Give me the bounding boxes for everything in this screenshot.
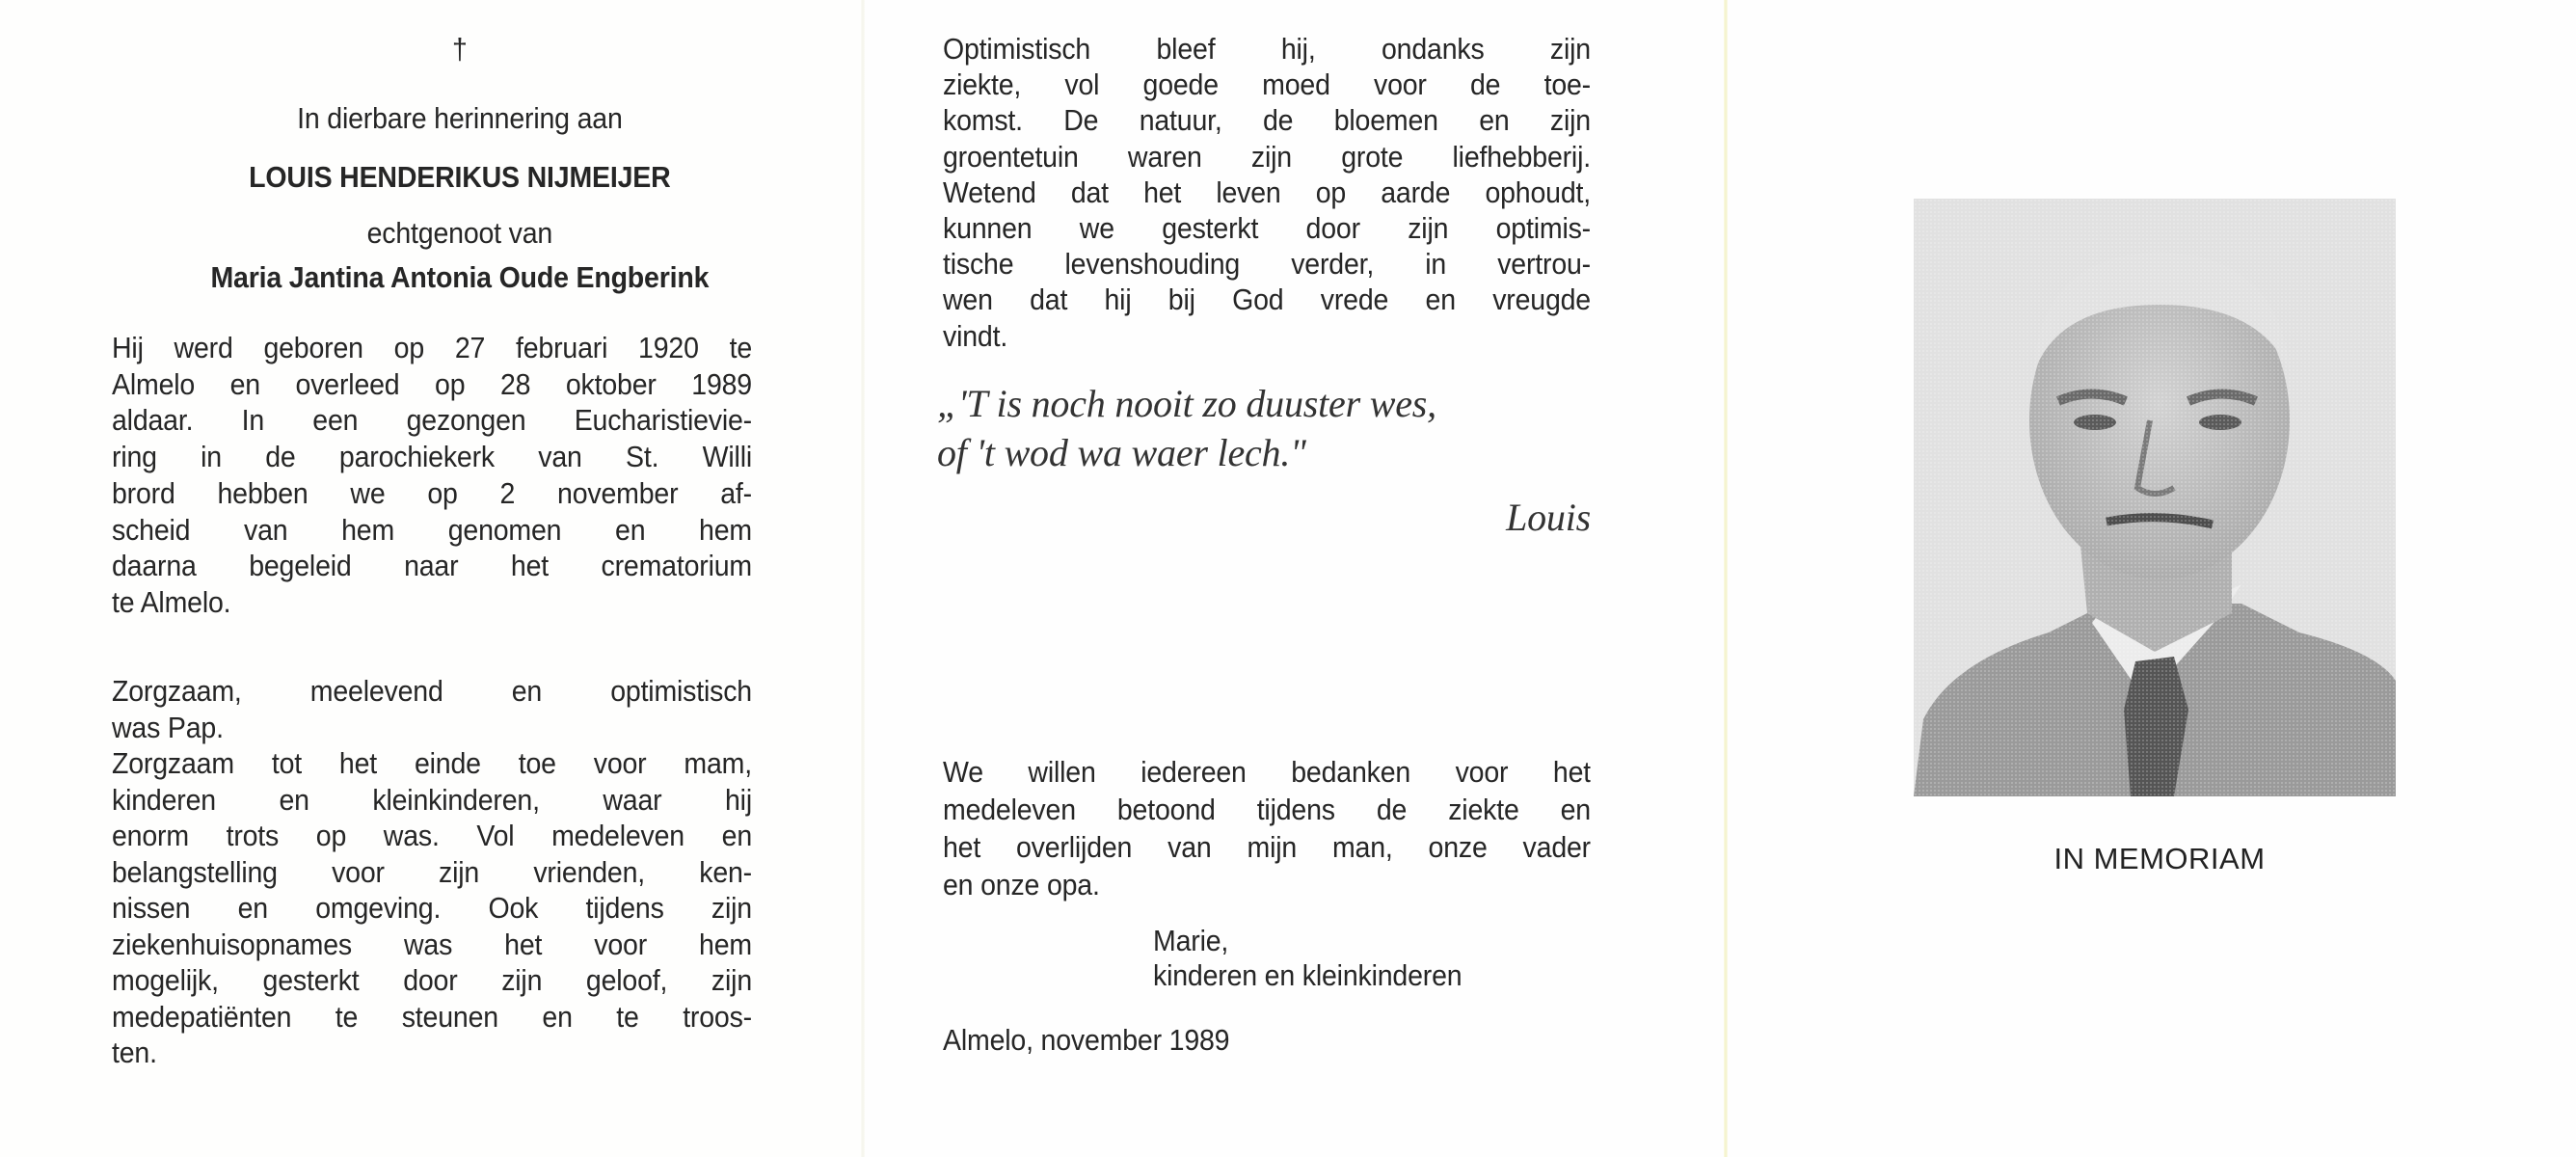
- body-line: Almelo en overleed op 28 oktober 1989: [112, 366, 752, 401]
- quote-author: Louis: [1506, 496, 1591, 539]
- body-line: ten.: [112, 1036, 157, 1069]
- body-line: ring in de parochiekerk van St. Willi: [112, 440, 752, 474]
- body-line: enorm trots op was. Vol medeleven en: [112, 819, 752, 852]
- body-line: vindt.: [943, 318, 1008, 353]
- body-line: nissen en omgeving. Ook tijdens zijn: [112, 891, 752, 925]
- body-line: komst. De natuur, de bloemen en zijn: [943, 103, 1591, 138]
- body-line: belangstelling voor zijn vrienden, ken-: [112, 854, 752, 889]
- signature-line: kinderen en kleinkinderen: [1153, 958, 1462, 992]
- body-line: aldaar. In een gezongen Eucharistievie-: [112, 403, 752, 438]
- body-line: medepatiënten te steunen en te troos-: [112, 999, 752, 1034]
- spouse-name: Maria Jantina Antonia Oude Engberink: [210, 260, 710, 294]
- body-line: mogelijk, gesterkt door zijn geloof, zijn: [112, 963, 752, 997]
- thanks-line: We willen iedereen bedanken voor het: [943, 755, 1591, 789]
- fold-line: [1724, 0, 1728, 1157]
- body-line: Optimistisch bleef hij, ondanks zijn: [943, 32, 1591, 66]
- quote-line: of 't wod wa waer lech.": [937, 431, 1306, 474]
- thanks-line: en onze opa.: [943, 868, 1100, 901]
- place-date: Almelo, november 1989: [943, 1023, 1230, 1057]
- body-line: tische levenshouding verder, in vertrou-: [943, 247, 1591, 282]
- body-line: ziekte, vol goede moed voor de toe-: [943, 67, 1591, 102]
- body-line: groentetuin waren zijn grote liefhebberij.: [943, 139, 1591, 174]
- body-line: was Pap.: [112, 710, 224, 744]
- body-line: Zorgzaam, meelevend en optimistisch: [112, 674, 752, 708]
- intro-heading: In dierbare herinnering aan: [297, 101, 623, 135]
- body-line: kinderen en kleinkinderen, waar hij: [112, 782, 752, 817]
- thanks-line: het overlijden van mijn man, onze vader: [943, 830, 1591, 864]
- body-line: kunnen we gesterkt door zijn optimis-: [943, 211, 1591, 245]
- fold-line: [861, 0, 865, 1157]
- spouse-label: echtgenoot van: [366, 216, 553, 250]
- portrait-photo: [1914, 199, 2396, 796]
- cross-icon: †: [452, 32, 468, 66]
- body-line: brord hebben we op 2 november af-: [112, 475, 752, 510]
- body-line: Hij werd geboren op 27 februari 1920 te: [112, 331, 752, 364]
- thanks-line: medeleven betoond tijdens de ziekte en: [943, 793, 1591, 826]
- signature-line: Marie,: [1153, 924, 1229, 957]
- body-line: te Almelo.: [112, 584, 231, 619]
- body-line: daarna begeleid naar het crematorium: [112, 549, 752, 583]
- body-line: Wetend dat het leven op aarde ophoudt,: [943, 175, 1591, 209]
- quote-line: „'T is noch nooit zo duuster wes,: [937, 382, 1436, 425]
- deceased-name: LOUIS HENDERIKUS NIJMEIJER: [249, 160, 671, 194]
- body-line: wen dat hij bij God vrede en vreugde: [943, 283, 1591, 317]
- in-memoriam-caption: IN MEMORIAM: [2053, 842, 2266, 875]
- body-line: scheid van hem genomen en hem: [112, 512, 752, 547]
- body-line: Zorgzaam tot het einde toe voor mam,: [112, 746, 752, 780]
- body-line: ziekenhuisopnames was het voor hem: [112, 927, 752, 961]
